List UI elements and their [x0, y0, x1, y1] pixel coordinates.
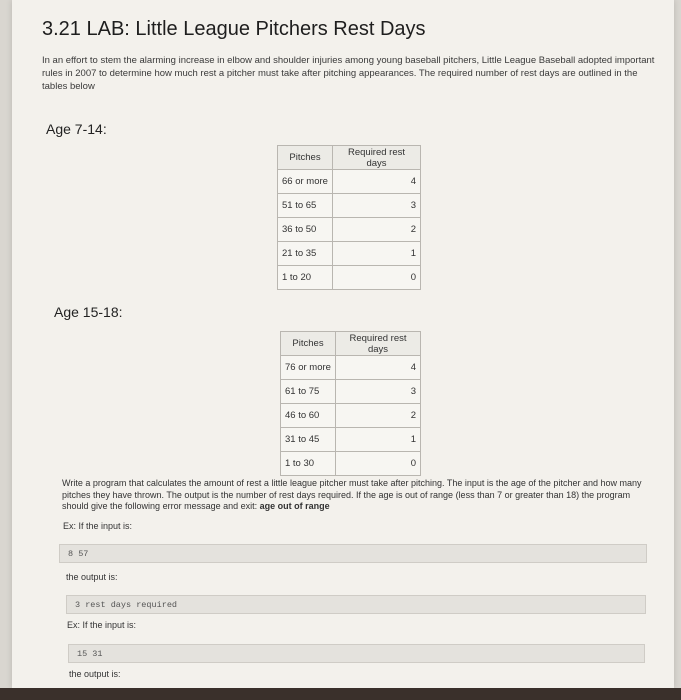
- rest-table-7-14: [277, 145, 421, 290]
- example-output-label: the output is:: [69, 669, 121, 679]
- rest-days-cell: 3: [336, 380, 421, 404]
- pitch-range-cell: 1 to 20: [278, 266, 333, 290]
- pitch-range-cell: 61 to 75: [281, 380, 336, 404]
- pitch-range-cell: 51 to 65: [278, 194, 333, 218]
- table-header-row: [278, 146, 421, 170]
- table-row: [281, 452, 421, 476]
- table-row: [281, 380, 421, 404]
- intro-paragraph: In an effort to stem the alarming increase in elbow and shoulder injuries among young baseball pitchers, Little League Baseball adopted important rules in 2007 to determine how much rest a pitcher must take after pitching appearances. The required number of rest days are outlined in the tables below: [42, 55, 655, 92]
- age-heading-15-18: Age 15-18:: [54, 304, 123, 320]
- bottom-edge: [0, 688, 681, 700]
- table-row: [278, 218, 421, 242]
- example-output-box[interactable]: 3 rest days required: [66, 595, 646, 614]
- column-header-pitches: Pitches: [281, 332, 336, 356]
- rest-table-15-18: [280, 331, 421, 476]
- example-input-box[interactable]: 15 31: [68, 644, 645, 663]
- pitch-range-cell: 46 to 60: [281, 404, 336, 428]
- rest-days-cell: 0: [336, 452, 421, 476]
- table-row: [278, 242, 421, 266]
- lab-page: [12, 0, 674, 688]
- rest-days-cell: 3: [333, 194, 421, 218]
- description-text: Write a program that calculates the amount of rest a little league pitcher must take after pitching. The input is the age of the pitcher and how many pitches they have thrown. The output is the number of rest days required. If the age is out of range (less than 7 or greater than 18) the program should give the following error message and exit:: [62, 478, 642, 511]
- example-output-label: the output is:: [66, 572, 118, 582]
- example-input-label: Ex: If the input is:: [67, 620, 137, 630]
- table-row: [278, 170, 421, 194]
- table-row: [281, 428, 421, 452]
- pitch-range-cell: 31 to 45: [281, 428, 336, 452]
- example-input-label: Ex: If the input is:: [63, 521, 133, 531]
- table-row: [281, 356, 421, 380]
- table-row: [281, 404, 421, 428]
- pitch-range-cell: 36 to 50: [278, 218, 333, 242]
- problem-description: [62, 478, 657, 513]
- rest-days-cell: 1: [333, 242, 421, 266]
- column-header-rest-days: Required rest days: [333, 146, 421, 170]
- table-row: [278, 266, 421, 290]
- pitch-range-cell: 66 or more: [278, 170, 333, 194]
- column-header-rest-days: Required rest days: [336, 332, 421, 356]
- table-header-row: [281, 332, 421, 356]
- pitch-range-cell: 1 to 30: [281, 452, 336, 476]
- pitch-range-cell: 21 to 35: [278, 242, 333, 266]
- pitch-range-cell: 76 or more: [281, 356, 336, 380]
- table-row: [278, 194, 421, 218]
- error-message: age out of range: [259, 501, 330, 511]
- rest-days-cell: 1: [336, 428, 421, 452]
- rest-days-cell: 2: [336, 404, 421, 428]
- rest-days-cell: 0: [333, 266, 421, 290]
- rest-days-cell: 2: [333, 218, 421, 242]
- rest-days-cell: 4: [336, 356, 421, 380]
- age-heading-7-14: Age 7-14:: [46, 121, 107, 137]
- example-input-box[interactable]: 8 57: [59, 544, 647, 563]
- page-title: 3.21 LAB: Little League Pitchers Rest Days: [42, 18, 426, 40]
- rest-days-cell: 4: [333, 170, 421, 194]
- column-header-pitches: Pitches: [278, 146, 333, 170]
